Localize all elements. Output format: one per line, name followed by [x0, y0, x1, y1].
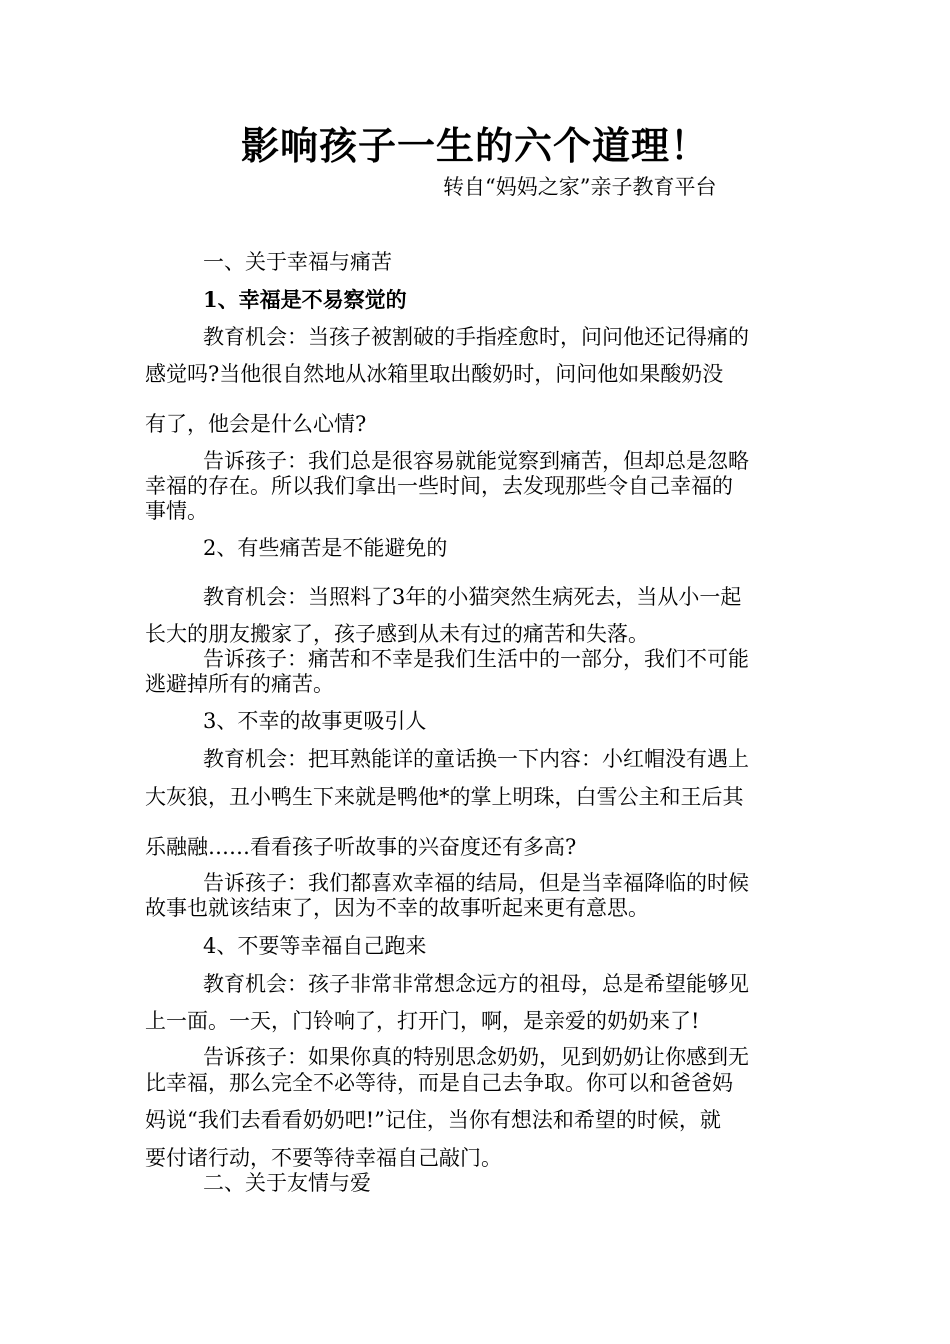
text-line: 感觉吗?当他很自然地从冰箱里取出酸奶时，问问他如果酸奶没 [145, 362, 724, 386]
text-line: 长大的朋友搬家了，孩子感到从未有过的痛苦和失落。 [145, 622, 649, 646]
text-line: 妈说“我们去看看奶奶吧!”记住，当你有想法和希望的时候，就 [145, 1108, 721, 1132]
text-line: 教育机会：当照料了3年的小猫突然生病死去，当从小一起 [203, 585, 742, 609]
text-line: 有了，他会是什么心情? [145, 412, 367, 436]
text-line: 乐融融……看看孩子听故事的兴奋度还有多高? [145, 835, 577, 859]
text-line: 告诉孩子：如果你真的特别思念奶奶，见到奶奶让你感到无 [203, 1045, 749, 1069]
item-heading: 3、不幸的故事更吸引人 [203, 709, 427, 733]
text-line: 幸福的存在。所以我们拿出一些时间，去发现那些令自己幸福的 [145, 474, 733, 498]
text-line: 故事也就该结束了，因为不幸的故事听起来更有意思。 [145, 896, 649, 920]
text-line: 教育机会：把耳熟能详的童话换一下内容：小红帽没有遇上 [203, 747, 749, 771]
text-line: 大灰狼，丑小鸭生下来就是鸭他*的掌上明珠，白雪公主和王后其 [145, 785, 744, 809]
text-line: 比幸福，那么完全不必等待，而是自己去争取。你可以和爸爸妈 [145, 1071, 733, 1095]
item-heading: 4、不要等幸福自己跑来 [203, 934, 427, 958]
text-line: 教育机会：孩子非常非常想念远方的祖母，总是希望能够见 [203, 972, 749, 996]
text-line: 教育机会：当孩子被割破的手指痊愈时，问问他还记得痛的 [203, 325, 749, 349]
text-line: 告诉孩子：我们总是很容易就能觉察到痛苦，但却总是忽略 [203, 449, 749, 473]
text-line: 逃避掉所有的痛苦。 [145, 672, 334, 696]
item-heading: 1、幸福是不易察觉的 [203, 287, 407, 312]
item-heading: 2、有些痛苦是不能避免的 [203, 536, 448, 560]
text-line: 告诉孩子：痛苦和不幸是我们生活中的一部分，我们不可能 [203, 647, 749, 671]
text-line: 事情。 [145, 499, 208, 523]
document-title: 影响孩子一生的六个道理！ [240, 123, 709, 168]
document-subtitle: 转自“妈妈之家”亲子教育平台 [443, 175, 717, 199]
text-line: 要付诸行动，不要等待幸福自己敲门。 [145, 1146, 502, 1170]
text-line: 告诉孩子：我们都喜欢幸福的结局，但是当幸福降临的时候 [203, 871, 749, 895]
section-heading: 二、关于友情与爱 [203, 1171, 371, 1195]
section-heading: 一、关于幸福与痛苦 [203, 250, 392, 274]
text-line: 上一面。一天，门铃响了，打开门，啊，是亲爱的奶奶来了! [145, 1009, 700, 1033]
